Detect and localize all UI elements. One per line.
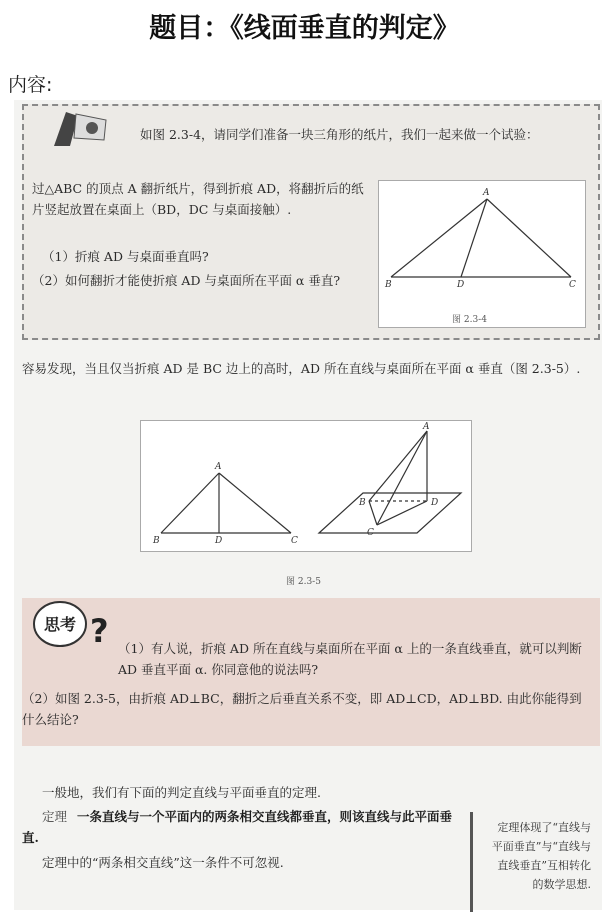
fig2b-label-d: D: [431, 498, 439, 508]
think-badge-label: 思考: [44, 615, 77, 634]
experiment-intro: 如图 2.3-4，请同学们准备一块三角形的纸片，我们一起来做一个试验：: [140, 127, 539, 142]
theorem: [22, 806, 462, 848]
think-question-1: （1）有人说，折痕 AD 所在直线与桌面所在平面 α 上的一条直线垂直，就可以判断 AD 垂直平面 α. 你同意他的说法吗?: [118, 641, 582, 677]
theorem-label: 定理: [42, 809, 68, 824]
figure-2-3-4: [378, 180, 586, 328]
label-c: C: [569, 280, 576, 290]
label-b: B: [385, 280, 392, 290]
fig2b-label-a: A: [423, 422, 430, 432]
scissors-icon: [48, 106, 112, 148]
experiment-question-2: （2）如何翻折才能使折痕 AD 与桌面所在平面 α 垂直?: [32, 273, 341, 288]
general-statement: 一般地，我们有下面的判定直线与平面垂直的定理.: [42, 785, 321, 800]
figure-2-3-4-caption: 图 2.3-4: [452, 315, 487, 325]
page-title: 题目：《线面垂直的判定》: [149, 13, 460, 44]
theorem-text: 一条直线与一个平面内的两条相交直线都垂直，则该直线与此平面垂直.: [22, 809, 453, 845]
sidebar-text: 定理体现了“直线与平面垂直”与“直线与直线垂直”互相转化的数学思想.: [491, 821, 591, 891]
observation-text: 容易发现，当且仅当折痕 AD 是 BC 边上的高时，AD 所在直线与桌面所在平面 α 垂直（图 2.3-5）.: [22, 361, 581, 376]
fig2-label-d: D: [215, 536, 223, 546]
fig2b-label-b: B: [359, 498, 366, 508]
fig2-label-a: A: [215, 462, 222, 472]
experiment-step: 过△ABC 的顶点 A 翻折纸片，得到折痕 AD，将翻折后的纸片竖起放置在桌面上（BD，DC 与桌面接触）.: [32, 181, 364, 217]
fig2-label-c: C: [291, 536, 298, 546]
fig2-label-b: B: [153, 536, 160, 546]
label-a: A: [483, 188, 490, 198]
figure-2-3-5-caption: 图 2.3-5: [286, 577, 321, 587]
theorem-note: 定理中的“两条相交直线”这一条件不可忽视.: [42, 855, 284, 870]
think-question-2: （2）如图 2.3-5，由折痕 AD⊥BC，翻折之后垂直关系不变，即 AD⊥CD，AD⊥BD. 由此你能得到什么结论?: [22, 691, 582, 727]
svg-text:?: ?: [90, 612, 109, 650]
fig2b-label-c: C: [367, 528, 374, 538]
sidebar-note: [470, 812, 597, 912]
think-badge: [30, 596, 109, 652]
content-label: 内容:: [8, 74, 53, 96]
experiment-question-1: （1）折痕 AD 与桌面垂直吗?: [42, 249, 209, 264]
label-d: D: [457, 280, 465, 290]
figure-2-3-5: [140, 420, 472, 552]
